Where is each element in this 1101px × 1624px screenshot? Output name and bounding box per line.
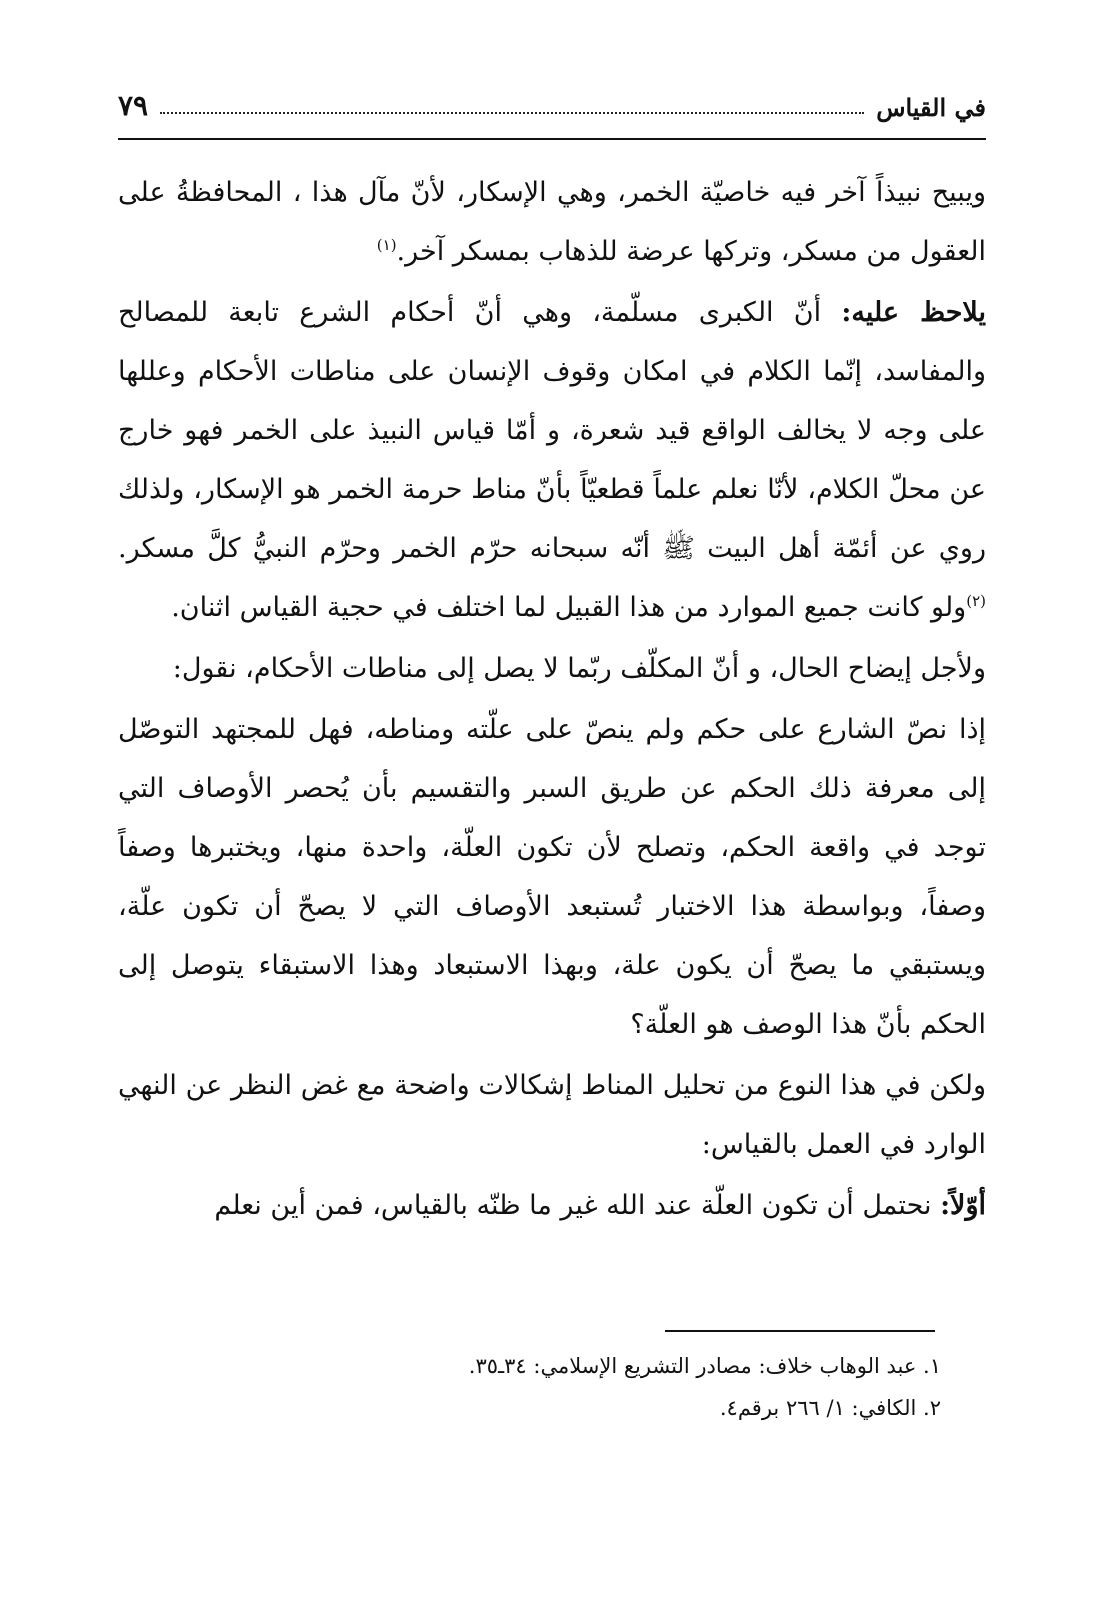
paragraph-5 [118, 1056, 986, 1174]
paragraph-6 [118, 1176, 986, 1235]
paragraph-3-text: ولأجل إيضاح الحال، و أنّ المكلّف ربّما لا يصل إلى مناطات الأحكام، نقول: [172, 653, 986, 684]
footnote-1: ١. عبد الوهاب خلاف: مصادر التشريع الإسلامي: ٣٤ـ٣٥. [468, 1354, 941, 1378]
footnote-ref-1: (١) [376, 236, 397, 254]
page-header [118, 82, 986, 122]
paragraph-1 [118, 163, 986, 281]
paragraph-6-lead: أوّلاً: [940, 1190, 986, 1221]
paragraph-2 [118, 283, 986, 637]
paragraph-5-text: ولكن في هذا النوع من تحليل المناط إشكالات واضحة مع غض النظر عن النهي الوارد في العمل بالقياس: [118, 1070, 986, 1160]
running-title: في القياس [876, 93, 986, 122]
footnote-2: ٢. الكافي: ١/ ٢٦٦ برقم٤. [719, 1396, 941, 1420]
footnote-ref-2: (٢) [966, 592, 986, 610]
paragraph-4 [118, 700, 986, 1054]
paragraph-1-text: ويبيح نبيذاً آخر فيه خاصيّة الخمر، وهي الإسكار، لأنّ مآل هذا ، المحافظةُ على العقول من مسكر، وتركها عرضة للذهاب بمسكر آخر. [118, 177, 986, 267]
footnotes [118, 1345, 941, 1429]
dotted-leader [160, 111, 864, 114]
paragraph-2-lead: يلاحظ عليه: [841, 297, 987, 328]
header-rule [118, 138, 986, 140]
paragraph-4-text: إذا نصّ الشارع على حكم ولم ينصّ على علّته ومناطه، فهل للمجتهد التوصّل إلى معرفة ذلك الحكم عن طريق السبر والتقسيم بأن يُحصر الأوصاف التي توجد في واقعة الحكم، وتصلح لأن تكون العلّة، واحدة منها، ويختبرها وصفاً وصفاً، وبواسطة هذا الاختبار تُستبعد الأوصاف التي لا يصحّ أن تكون علّة، ويستبقي ما يصحّ أن يكون علة، وبهذا الاستبعاد وهذا الاستبقاء يتوصل إلى الحكم بأنّ هذا الوصف هو العلّة؟ [118, 714, 986, 1040]
paragraph-2-text: أنّ الكبرى مسلّمة، وهي أنّ أحكام الشرع تابعة للمصالح والمفاسد، إنّما الكلام في امكان وقوف الإنسان على مناطات الأحكام وعللها على وجه لا يخالف الواقع قيد شعرة، و أمّا قياس النبيذ على الخمر فهو خارج عن محلّ الكلام، لأنّا نعلم علماً قطعيّاً بأنّ مناط حرمة الخمر هو الإسكار، ولذلك روي عن أئمّة أهل البيت ﷺ أنّه سبحانه حرّم الخمر وحرّم النبيُّ كلَّ مسكر. [118, 297, 986, 564]
paragraph-3 [118, 639, 986, 698]
paragraph-2-tail: ولو كانت جميع الموارد من هذا القبيل لما اختلف في حجية القياس اثنان. [171, 592, 967, 623]
page-number: ٧٩ [118, 89, 149, 122]
body-text [118, 163, 986, 1237]
footnote-rule [665, 1330, 935, 1332]
paragraph-6-text: نحتمل أن تكون العلّة عند الله غير ما ظنّه بالقياس، فمن أين نعلم [214, 1190, 941, 1221]
